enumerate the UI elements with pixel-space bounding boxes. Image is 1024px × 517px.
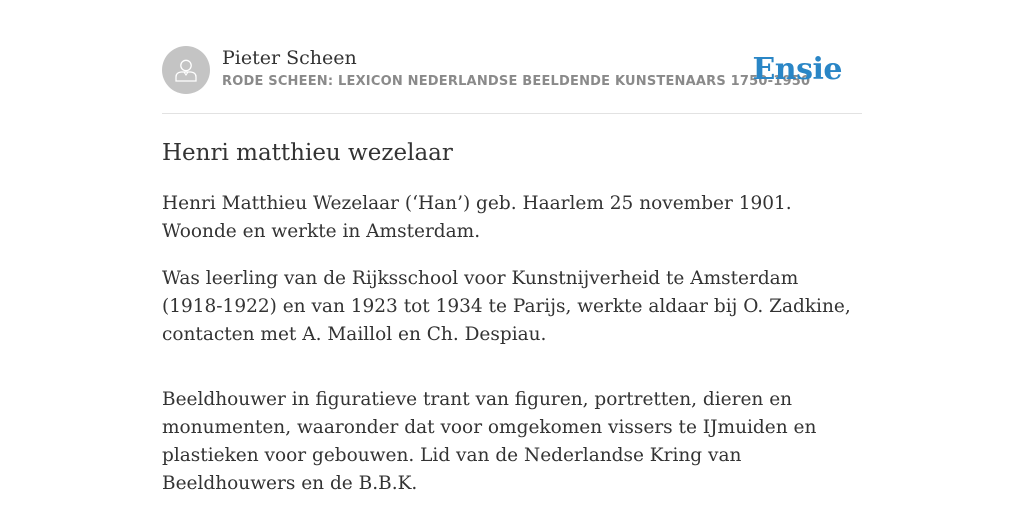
header-divider — [162, 113, 862, 114]
paragraph-education: Was leerling van de Rijksschool voor Kunstnijverheid te Amsterdam (1918-1922) en van 1923 tot 1934 te Parijs, werkte aldaar bij O. Zadkine, contacten met A. Maillol en Ch. Despiau. — [162, 268, 851, 345]
author-name[interactable]: Pieter Scheen — [222, 47, 357, 69]
page-title: Henri matthieu wezelaar — [162, 140, 453, 166]
source-title[interactable]: RODE SCHEEN: LEXICON NEDERLANDSE BEELDENDE KUNSTENAARS 1750-1950 — [222, 74, 811, 89]
paragraph-birth: Henri Matthieu Wezelaar (‘Han’) geb. Haarlem 25 november 1901. Woonde en werkte in Amsterdam. — [162, 193, 792, 242]
ensie-logo[interactable]: Ensie — [752, 52, 842, 87]
paragraph-work: Beeldhouwer in figuratieve trant van figuren, portretten, dieren en monumenten, waaronder dat voor omgekomen vissers te IJmuiden en plastieken voor gebouwen. Lid van de Nederlandse Kring van Beeldhouwers en de B.B.K. — [162, 389, 817, 494]
author-header — [162, 46, 862, 96]
user-icon — [171, 55, 201, 85]
article-card — [162, 0, 862, 512]
avatar — [162, 46, 210, 94]
article-body — [162, 190, 862, 517]
